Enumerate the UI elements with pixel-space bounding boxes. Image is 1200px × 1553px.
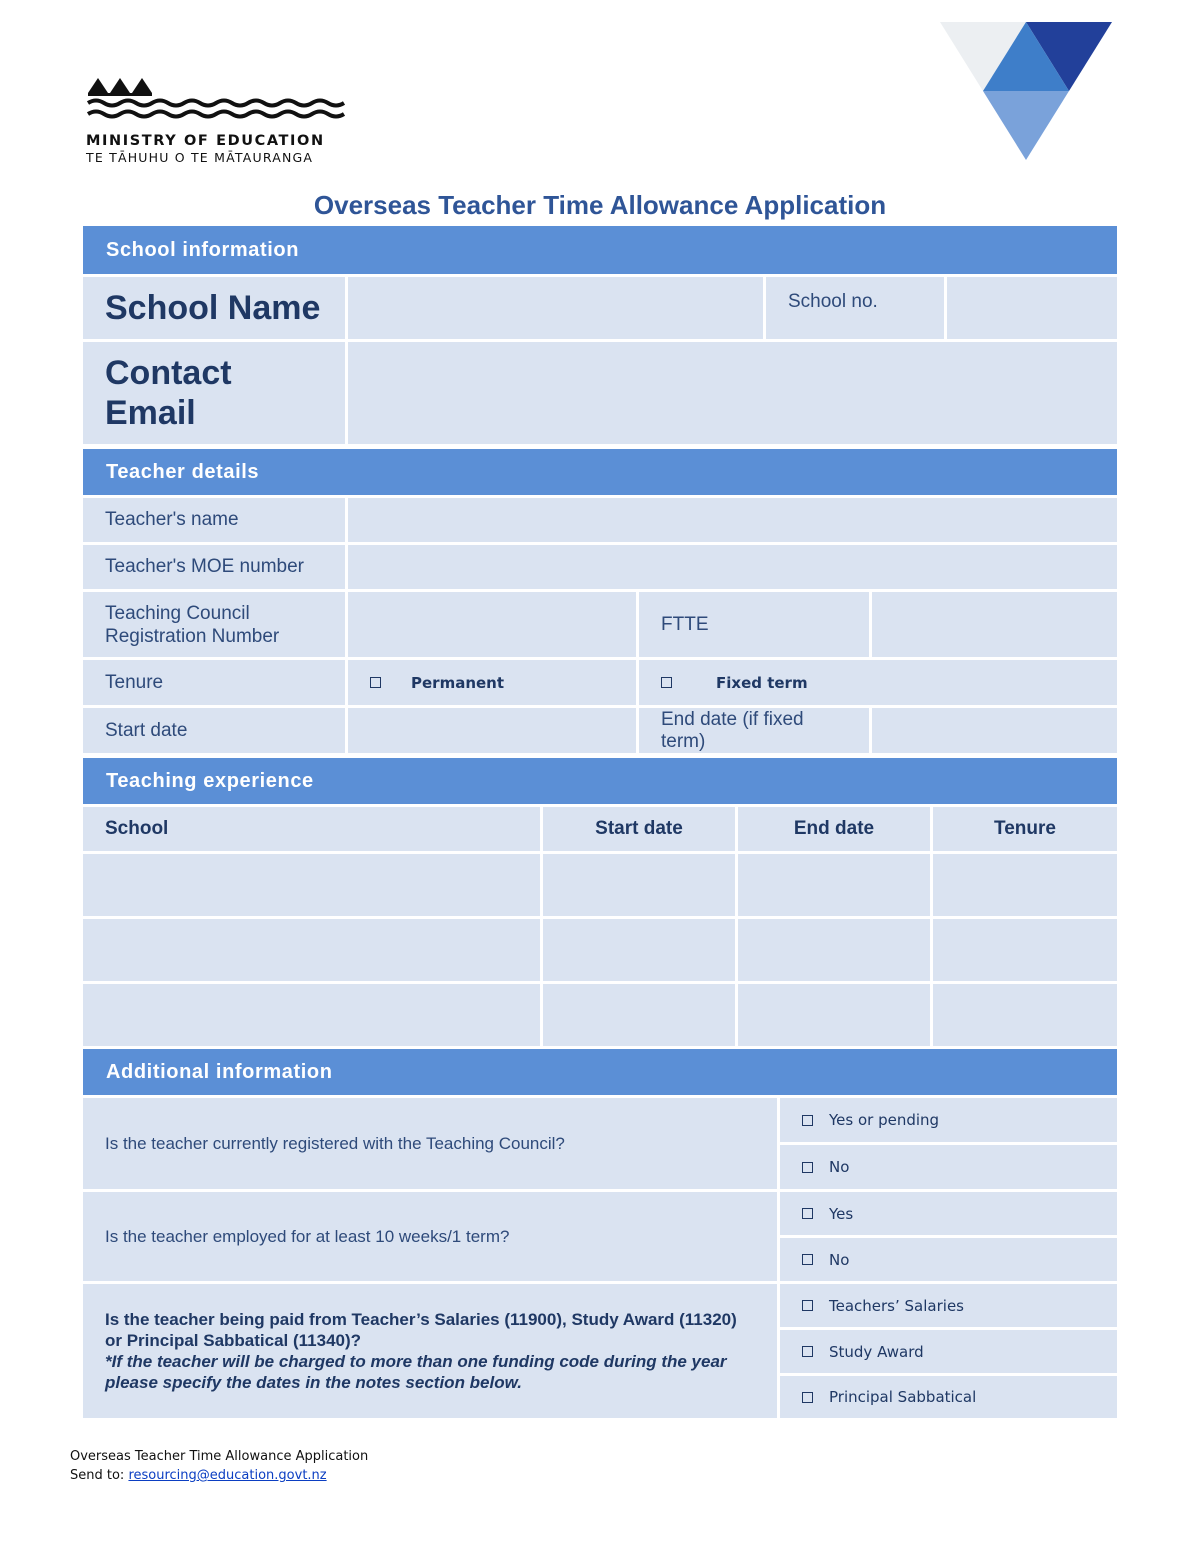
school-info-section [83,226,1117,447]
employed-options [780,1192,1117,1281]
registered-yes-option[interactable] [780,1098,1117,1142]
question-registered: Is the teacher currently registered with the Teaching Council? [83,1098,777,1189]
contact-label-line2: Email [105,394,196,432]
ministry-emblem-icon [86,76,348,124]
tenure-label: Tenure [83,660,345,705]
tc-registration-label [83,592,345,657]
sabbatical-checkbox[interactable] [802,1392,813,1403]
school-name-label: School Name [83,277,345,339]
exp-end-field[interactable] [738,919,930,981]
exp-start-field[interactable] [543,919,735,981]
employed-no-checkbox[interactable] [802,1254,813,1265]
study-award-checkbox[interactable] [802,1346,813,1357]
contact-email-field[interactable] [348,342,1117,444]
exp-school-field[interactable] [83,854,540,916]
funding-study-award-option[interactable] [780,1330,1117,1373]
page-title: Overseas Teacher Time Allowance Application [313,190,887,220]
start-date-label: Start date [83,708,345,753]
exp-col-start-date: Start date [543,807,735,851]
question-employed: Is the teacher employed for at least 10 weeks/1 term? [83,1192,777,1281]
exp-col-tenure: Tenure [933,807,1117,851]
study-award-label: Study Award [829,1342,924,1361]
teacher-details-header: Teacher details [83,449,1117,495]
school-info-header: School information [83,226,1117,274]
teacher-name-field[interactable] [348,498,1117,542]
funding-salaries-option[interactable] [780,1284,1117,1327]
contact-label-line1: Contact [105,354,232,392]
contact-email-label [83,342,345,444]
exp-col-school: School [83,807,540,851]
employed-yes-checkbox[interactable] [802,1208,813,1219]
school-no-field[interactable] [947,277,1117,339]
tc-label-line1: Teaching Council [105,602,250,624]
exp-end-field[interactable] [738,984,930,1046]
teaching-experience-section [83,758,1117,1049]
footer-email-link[interactable]: resourcing@education.govt.nz [128,1468,327,1483]
footer-send-line [70,1466,368,1485]
footer-send-label: Send to: [70,1468,125,1483]
fixed-term-checkbox[interactable] [661,677,672,688]
table-row [83,854,1117,916]
registered-no-checkbox[interactable] [802,1162,813,1173]
exp-tenure-field[interactable] [933,984,1117,1046]
exp-start-field[interactable] [543,984,735,1046]
end-date-field[interactable] [872,708,1117,753]
fixed-term-label: Fixed term [716,673,808,692]
additional-info-section [83,1049,1117,1421]
start-date-field[interactable] [348,708,636,753]
logo-title: MINISTRY OF EDUCATION [86,133,325,149]
salaries-label: Teachers’ Salaries [829,1296,964,1315]
employed-yes-label: Yes [829,1204,854,1223]
tc-registration-field[interactable] [348,592,636,657]
footer-title: Overseas Teacher Time Allowance Application [70,1449,369,1464]
triangle-graphic-icon [940,22,1112,162]
tc-label-line2: Registration Number [105,625,280,647]
exp-school-field[interactable] [83,919,540,981]
employed-yes-option[interactable] [780,1192,1117,1235]
registered-no-option[interactable] [780,1145,1117,1189]
teacher-details-section [83,449,1117,756]
registered-yes-checkbox[interactable] [802,1115,813,1126]
table-row [83,984,1117,1046]
ftte-field[interactable] [872,592,1117,657]
tenure-fixed-option[interactable] [639,660,1117,705]
registered-options [780,1098,1117,1189]
employed-no-option[interactable] [780,1238,1117,1281]
exp-school-field[interactable] [83,984,540,1046]
funding-note-line1: *If the teacher will be charged to more than one funding code during the year [105,1352,727,1371]
school-no-label: School no. [766,277,944,339]
additional-info-header: Additional information [83,1049,1117,1095]
registered-yes-label: Yes or pending [829,1111,940,1129]
permanent-label: Permanent [411,673,505,692]
permanent-checkbox[interactable] [370,677,381,688]
exp-tenure-field[interactable] [933,854,1117,916]
funding-sabbatical-option[interactable] [780,1376,1117,1418]
question-funding [83,1284,777,1418]
teacher-moe-label: Teacher's MOE number [83,545,345,589]
exp-end-field[interactable] [738,854,930,916]
employed-no-label: No [829,1250,850,1269]
exp-start-field[interactable] [543,854,735,916]
exp-col-end-date: End date [738,807,930,851]
page-footer [70,1447,368,1485]
table-row [83,919,1117,981]
tenure-permanent-option[interactable] [348,660,636,705]
teaching-experience-header: Teaching experience [83,758,1117,804]
sabbatical-label: Principal Sabbatical [829,1388,977,1406]
salaries-checkbox[interactable] [802,1300,813,1311]
ftte-label: FTTE [639,592,869,657]
funding-question-line1: Is the teacher being paid from Teacher’s Salaries (11900), Study Award (11320) [105,1310,737,1329]
funding-question-line2: or Principal Sabbatical (11340)? [105,1331,362,1350]
school-name-field[interactable] [348,277,763,339]
funding-note-line2: please specify the dates in the notes section below. [105,1373,522,1392]
logo-subtitle: TE TĀHUHU O TE MĀTAURANGA [86,150,314,165]
ministry-logo [86,76,348,165]
teacher-name-label: Teacher's name [83,498,345,542]
exp-tenure-field[interactable] [933,919,1117,981]
end-date-label: End date (if fixed term) [639,708,869,753]
teacher-moe-field[interactable] [348,545,1117,589]
funding-options [780,1284,1117,1418]
registered-no-label: No [829,1158,850,1176]
